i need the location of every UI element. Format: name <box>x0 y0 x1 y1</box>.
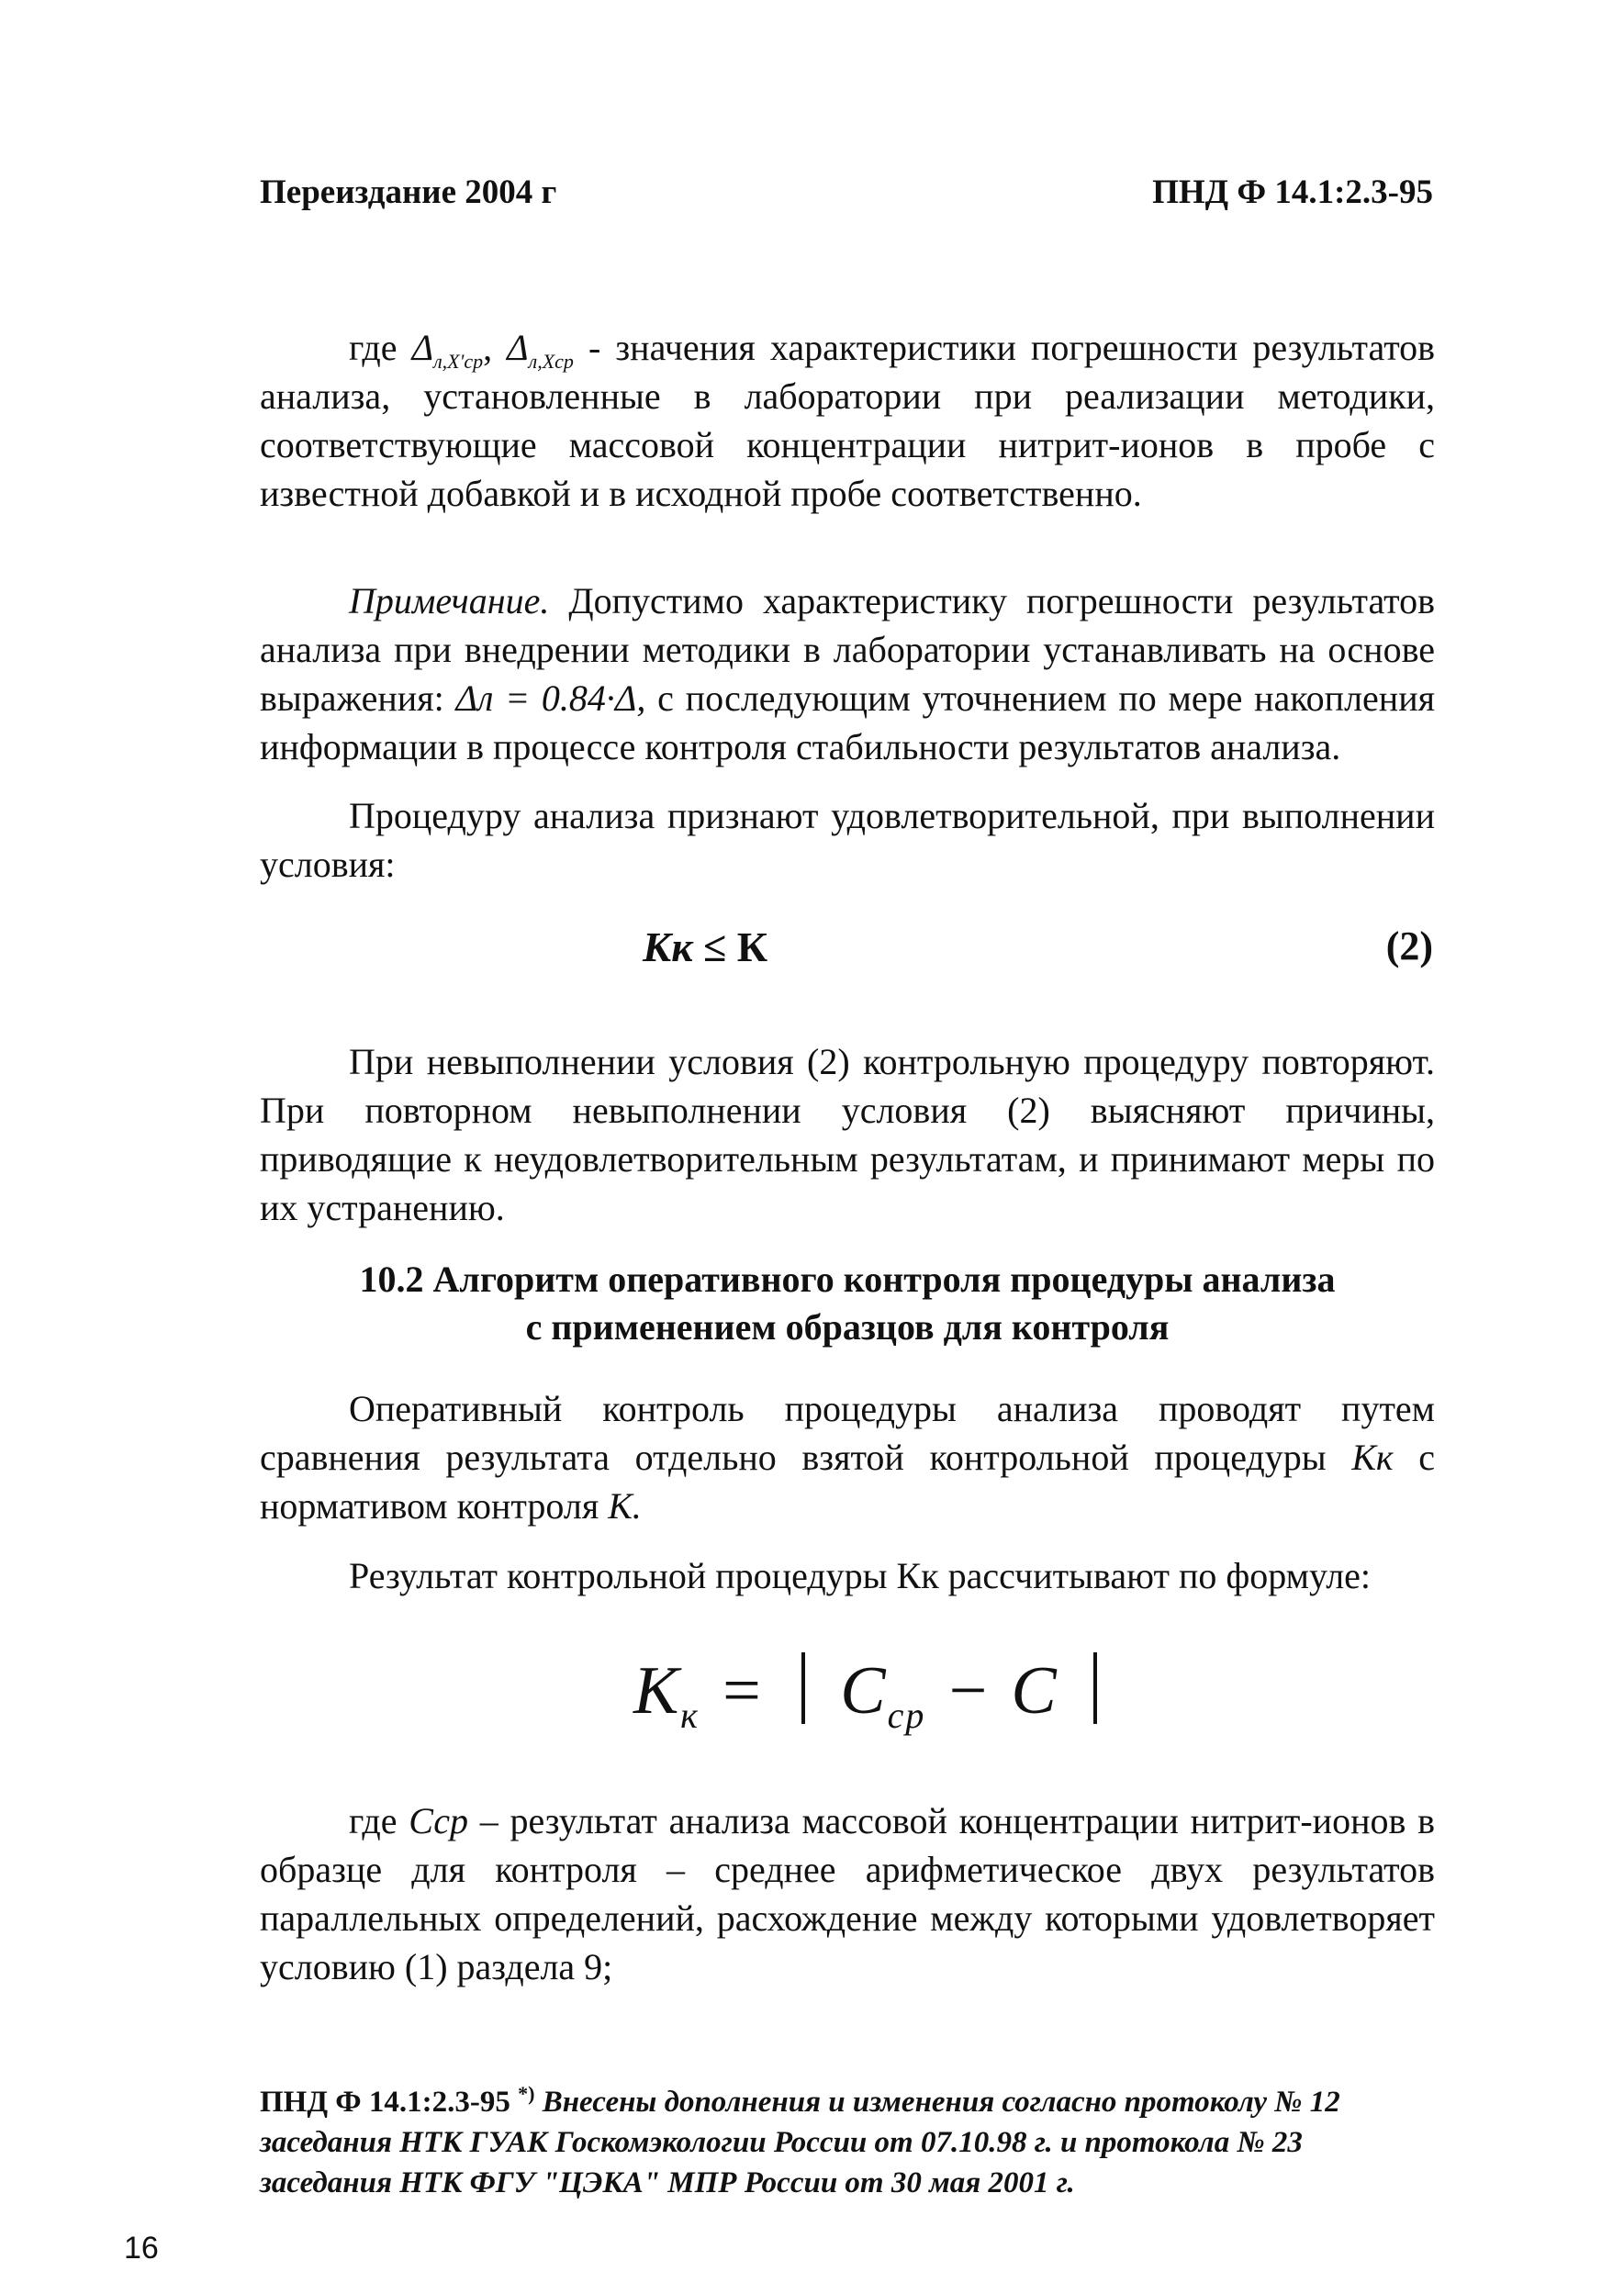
abs-bar-right <box>1093 1652 1097 1724</box>
operative-control-text: Оперативный контроль процедуры анализа проводят путем сравнения результата отдельно взятой контрольной процедуры <box>260 1388 1435 1478</box>
formula-rhs: ≤ К <box>703 923 768 970</box>
delta-subscript-1: л,X'ср <box>433 350 484 373</box>
c-avg-definition-text: – результат анализа массовой концентрации нитрит-ионов в образце для контроля – среднее арифметическое двух результатов параллельных определений, расхождение между которыми удовлетворяет условию (1) раздела 9; <box>260 1800 1436 1987</box>
footnote-mark: *) <box>518 2082 535 2105</box>
where-word-2: где <box>349 1800 398 1841</box>
section-heading-line-2: с применением образцов для контроля <box>525 1306 1170 1348</box>
amendment-footnote <box>260 2082 1435 2203</box>
footnote-doc-ref: ПНД Ф 14.1:2.3-95 <box>260 2086 510 2119</box>
delta-symbol-1: Δ <box>411 327 434 368</box>
formula-equals: = <box>718 1653 767 1729</box>
abs-bar-left <box>801 1652 805 1724</box>
k-symbol: К. <box>608 1485 642 1527</box>
document-code-header: ПНД Ф 14.1:2.3-95 <box>1152 173 1433 211</box>
condition-intro-paragraph: Процедуру анализа признают удовлетворительной, при выполнении условия: <box>260 795 1435 885</box>
formula-c-avg: C <box>840 1653 888 1729</box>
c-avg-symbol: Сср <box>409 1800 469 1841</box>
note-expression: Δл = 0.84·Δ, <box>455 677 646 719</box>
formula-lhs: Кк <box>643 923 693 970</box>
formula-minus-c: − C <box>944 1653 1058 1729</box>
note-text-2: с последующим уточнением по мере накопления информации в процессе контроля стабильности результатов анализа. <box>260 677 1436 767</box>
operative-control-text-2: с нормативом контроля <box>260 1437 1436 1527</box>
formula-kk-abs <box>633 1652 1114 1736</box>
c-avg-definition-paragraph <box>260 1796 1435 1991</box>
section-heading <box>260 1256 1435 1351</box>
note-label: Примечание. <box>349 580 550 621</box>
page-number: 16 <box>124 2231 159 2266</box>
footnote-text: Внесены дополнения и изменения согласно протоколу № 12 заседания НТК ГУАК Госкомэкологии России от 07.10.98 г. и протокола № 23 заседания НТК ФГУ "ЦЭКА" МПР России от 30 мая 2001 г. <box>260 2086 1340 2199</box>
section-heading-line-1: 10.2 Алгоритм оперативного контроля процедуры анализа <box>359 1259 1336 1300</box>
repeat-procedure-paragraph: При невыполнении условия (2) контрольную процедуру повторяют. При повторном невыполнении условия (2) выясняют причины, приводящие к неудовлетворительным результатам, и принимают меры по их устранению. <box>260 1041 1435 1228</box>
delta-definition-text: - значения характеристики погрешности результатов анализа, установленные в лаборатории при реализации методики, соответствующие массовой концентрации нитрит-ионов в пробе с известной добавкой и в исходной пробе соответственно. <box>260 327 1436 514</box>
formula-c-avg-sub: ср <box>887 1694 926 1736</box>
note-paragraph <box>260 576 1435 771</box>
kk-symbol: Кк <box>1351 1437 1394 1478</box>
where-word: где <box>349 327 398 368</box>
formula-number-2: (2) <box>1385 923 1433 968</box>
formula-kk-le-k <box>643 923 767 971</box>
operative-control-paragraph <box>260 1384 1435 1530</box>
reissue-header: Переиздание 2004 г <box>260 173 557 211</box>
formula-k: К <box>633 1653 681 1729</box>
delta-subscript-2: л,Xср <box>528 350 574 373</box>
formula-intro-paragraph: Результат контрольной процедуры Кк рассчитывают по формуле: <box>349 1555 1372 1596</box>
delta-symbol-2: Δ <box>507 327 529 368</box>
symbol-comma: , <box>483 327 493 368</box>
formula-k-sub: к <box>680 1694 700 1736</box>
delta-definition-paragraph <box>260 323 1435 518</box>
note-text-1: Допустимо характеристику погрешности результатов анализа при внедрении методики в лаборатории устанавливать на основе выражения: <box>260 580 1435 719</box>
